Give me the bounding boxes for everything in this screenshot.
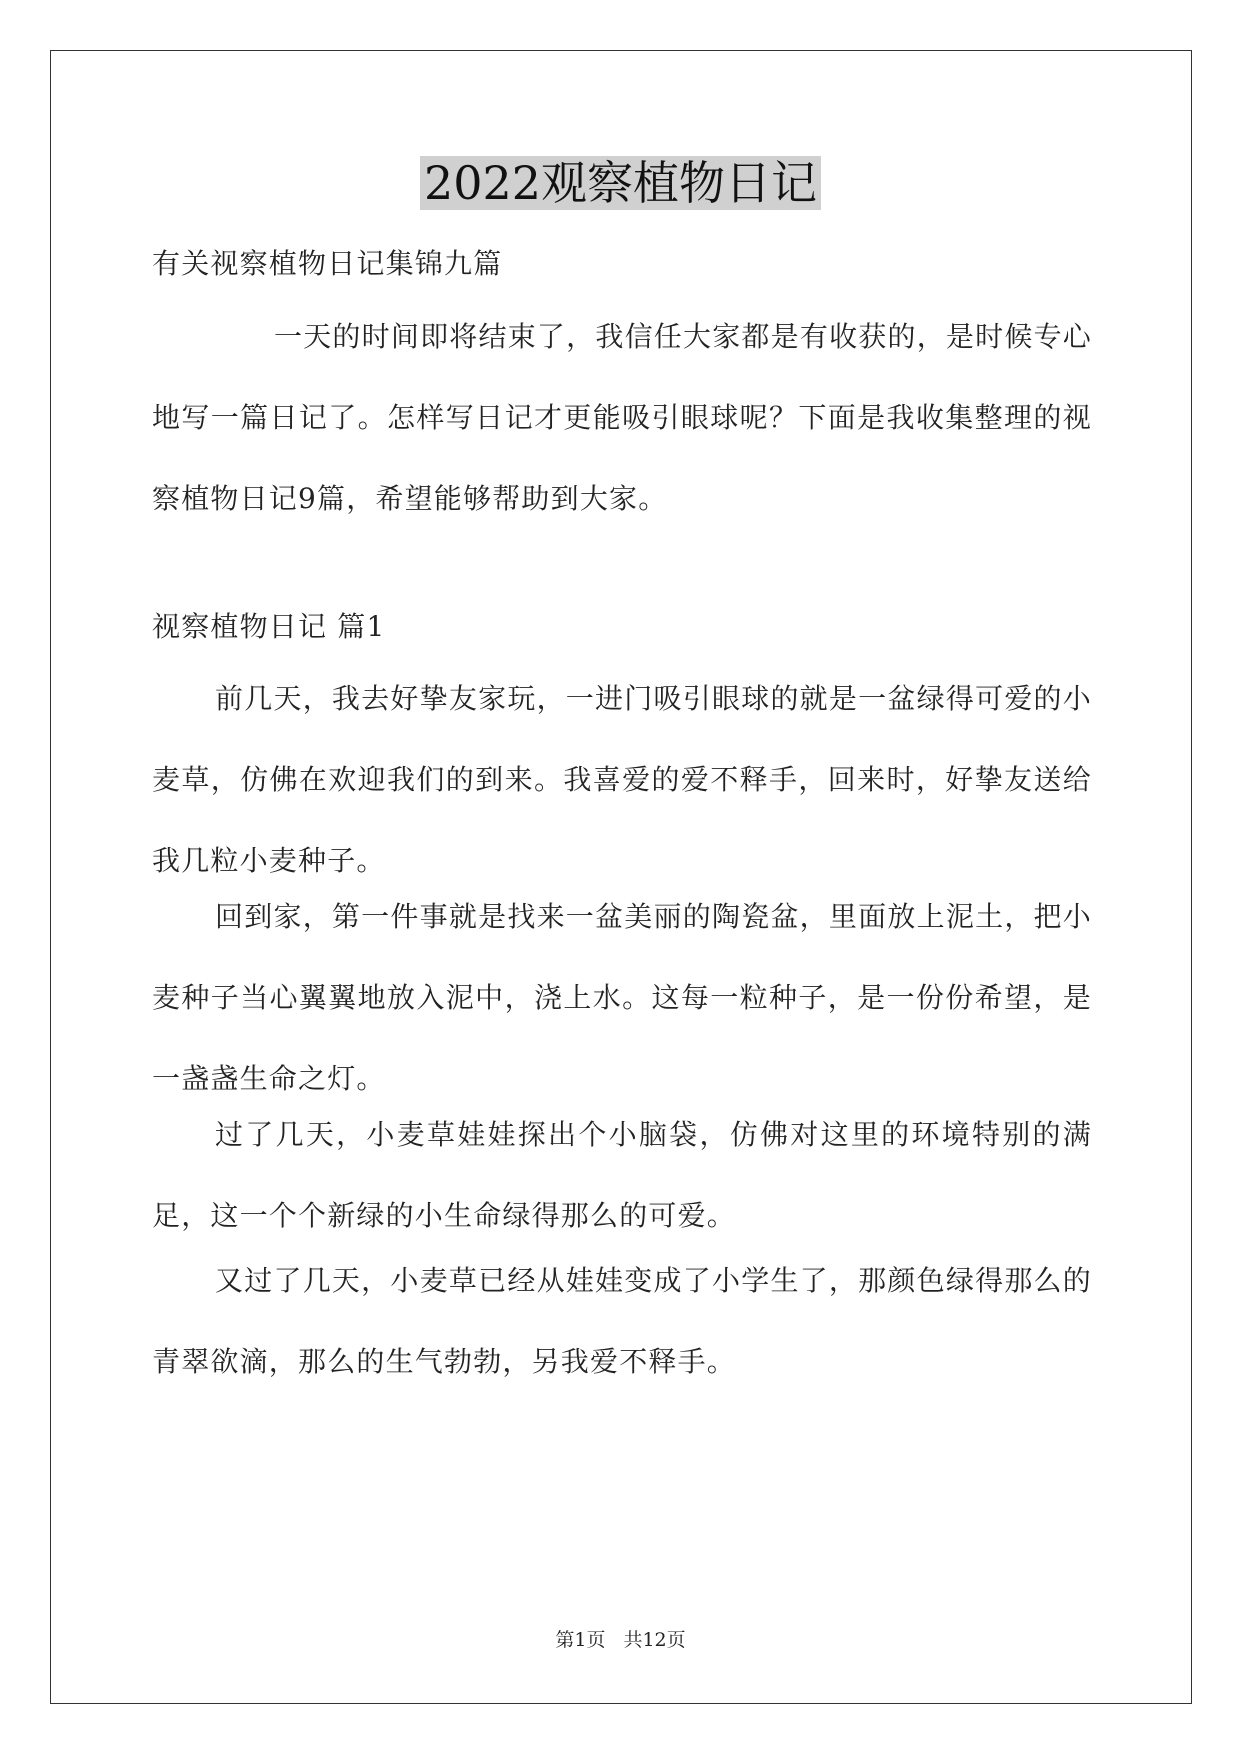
intro-paragraph: 一天的时间即将结束了，我信任大家都是有收获的，是时候专心地写一篇日记了。怎样写日记才更能吸引眼球呢？下面是我收集整理的视察植物日记9篇，希望能够帮助到大家。: [152, 320, 1092, 515]
document-title-text: 2022观察植物日记: [420, 156, 821, 210]
page-total: 共12页: [623, 1629, 686, 1651]
body-paragraph: 过了几天，小麦草娃娃探出个小脑袋，仿佛对这里的环境特别的满足，这一个个新绿的小生命绿得那么的可爱。: [152, 1118, 1092, 1232]
page-footer: [0, 1625, 1241, 1655]
body-paragraph: 回到家，第一件事就是找来一盆美丽的陶瓷盆，里面放上泥土，把小麦种子当心翼翼地放入泥中，浇上水。这每一粒种子，是一份份希望，是一盏盏生命之灯。: [152, 900, 1092, 1095]
document-title: [0, 150, 1241, 216]
body-paragraph: 又过了几天，小麦草已经从娃娃变成了小学生了，那颜色绿得那么的青翠欲滴，那么的生气勃勃，另我爱不释手。: [152, 1264, 1092, 1378]
page-number: 第1页: [555, 1629, 606, 1651]
body-paragraph: 前几天，我去好挚友家玩，一进门吸引眼球的就是一盆绿得可爱的小麦草，仿佛在欢迎我们的到来。我喜爱的爱不释手，回来时，好挚友送给我几粒小麦种子。: [152, 682, 1092, 877]
document-subtitle: 有关视察植物日记集锦九篇: [152, 247, 503, 280]
section-heading: 视察植物日记 篇1: [152, 610, 386, 643]
